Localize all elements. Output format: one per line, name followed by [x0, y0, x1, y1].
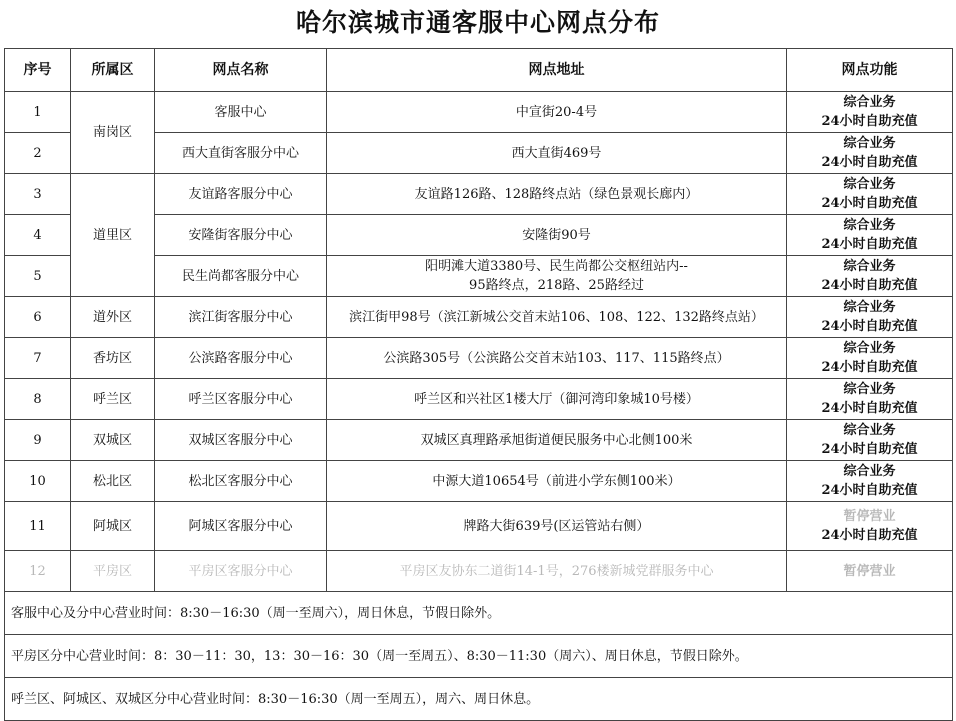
row-address: 滨江街甲98号（滨江新城公交首末站106、108、122、132路终点站）	[327, 297, 787, 338]
row-function	[787, 461, 953, 502]
function-line-1: 综合业务	[843, 341, 896, 356]
row-name: 松北区客服分中心	[155, 461, 327, 502]
row-name: 呼兰区客服分中心	[155, 379, 327, 420]
function-line-2: 24小时自助充值	[821, 360, 918, 375]
row-function	[787, 551, 953, 592]
row-address: 公滨路305号（公滨路公交首末站103、117、115路终点）	[327, 338, 787, 379]
row-name: 客服中心	[155, 92, 327, 133]
function-line-2: 24小时自助充值	[821, 114, 918, 129]
row-index: 4	[5, 215, 71, 256]
header-address: 网点地址	[327, 49, 787, 92]
function-line-1: 综合业务	[843, 259, 896, 274]
row-district: 双城区	[71, 420, 155, 461]
row-name: 公滨路客服分中心	[155, 338, 327, 379]
row-function	[787, 215, 953, 256]
function-line-2: 24小时自助充值	[821, 155, 918, 170]
row-index: 2	[5, 133, 71, 174]
row-index: 9	[5, 420, 71, 461]
row-index: 8	[5, 379, 71, 420]
header-function: 网点功能	[787, 49, 953, 92]
row-district: 平房区	[71, 551, 155, 592]
row-address: 牌路大街639号(区运管站右侧）	[327, 502, 787, 551]
service-points-table	[4, 48, 953, 721]
row-address: 西大直街469号	[327, 133, 787, 174]
row-name: 滨江街客服分中心	[155, 297, 327, 338]
row-address: 中源大道10654号（前进小学东侧100米）	[327, 461, 787, 502]
function-line-1: 综合业务	[843, 300, 896, 315]
row-function	[787, 338, 953, 379]
function-line-2: 24小时自助充值	[821, 319, 918, 334]
row-district: 阿城区	[71, 502, 155, 551]
header-district: 所属区	[71, 49, 155, 92]
table-row	[5, 461, 953, 502]
row-address: 平房区友协东二道街14-1号，276楼新城党群服务中心	[327, 551, 787, 592]
row-name: 西大直街客服分中心	[155, 133, 327, 174]
row-index: 5	[5, 256, 71, 297]
function-line-1: 综合业务	[843, 136, 896, 151]
row-address: 双城区真理路承旭街道便民服务中心北侧100米	[327, 420, 787, 461]
function-line-1: 暂停营业	[843, 563, 896, 579]
header-name: 网点名称	[155, 49, 327, 92]
table-row	[5, 174, 953, 215]
row-address: 中宣街20-4号	[327, 92, 787, 133]
function-line-1: 综合业务	[843, 464, 896, 479]
note-row	[5, 678, 953, 721]
function-line-1: 暂停营业	[843, 509, 896, 524]
row-function	[787, 92, 953, 133]
table-row	[5, 297, 953, 338]
function-line-2: 24小时自助充值	[821, 237, 918, 252]
row-district: 香坊区	[71, 338, 155, 379]
hours-note-general: 客服中心及分中心营业时间：8:30－16:30（周一至周六），周日休息，节假日除外。	[5, 592, 953, 635]
function-line-2: 24小时自助充值	[821, 401, 918, 416]
table-row	[5, 338, 953, 379]
function-line-2: 24小时自助充值	[821, 442, 918, 457]
function-line-2: 24小时自助充值	[821, 483, 918, 498]
function-line-2: 24小时自助充值	[821, 528, 918, 543]
row-name: 友谊路客服分中心	[155, 174, 327, 215]
row-address: 安隆街90号	[327, 215, 787, 256]
row-function	[787, 133, 953, 174]
row-index: 6	[5, 297, 71, 338]
row-name: 平房区客服分中心	[155, 551, 327, 592]
hours-note-hulan-acheng-shuangcheng: 呼兰区、阿城区、双城区分中心营业时间：8:30－16:30（周一至周五），周六、周日休息。	[5, 678, 953, 721]
function-line-1: 综合业务	[843, 95, 896, 110]
function-line-1: 综合业务	[843, 177, 896, 192]
row-address: 呼兰区和兴社区1楼大厅（御河湾印象城10号楼）	[327, 379, 787, 420]
row-district: 南岗区	[71, 92, 155, 174]
row-name: 阿城区客服分中心	[155, 502, 327, 551]
row-function	[787, 174, 953, 215]
function-line-1: 综合业务	[843, 218, 896, 233]
header-index: 序号	[5, 49, 71, 92]
table-row	[5, 92, 953, 133]
note-row	[5, 592, 953, 635]
function-line-1: 综合业务	[843, 423, 896, 438]
row-index: 11	[5, 502, 71, 551]
row-address: 友谊路126路、128路终点站（绿色景观长廊内）	[327, 174, 787, 215]
row-function	[787, 420, 953, 461]
row-district: 松北区	[71, 461, 155, 502]
row-index: 10	[5, 461, 71, 502]
table-row	[5, 502, 953, 551]
row-district: 呼兰区	[71, 379, 155, 420]
address-line-2: 95路终点，218路、25路经过	[469, 278, 644, 293]
page-title: 哈尔滨城市通客服中心网点分布	[295, 8, 660, 37]
function-line-1: 综合业务	[843, 382, 896, 397]
row-index: 7	[5, 338, 71, 379]
hours-note-pingfang: 平房区分中心营业时间：8：30－11：30，13：30－16：30（周一至周五）、8:30－11:30（周六）、周日休息，节假日除外。	[5, 635, 953, 678]
row-name: 双城区客服分中心	[155, 420, 327, 461]
row-district: 道外区	[71, 297, 155, 338]
row-address	[327, 256, 787, 297]
table-header-row	[5, 49, 953, 92]
row-index: 1	[5, 92, 71, 133]
row-name: 民生尚都客服分中心	[155, 256, 327, 297]
function-line-2: 24小时自助充值	[821, 278, 918, 293]
table-row	[5, 420, 953, 461]
table-row	[5, 379, 953, 420]
table-row	[5, 551, 953, 592]
row-function	[787, 297, 953, 338]
row-function	[787, 256, 953, 297]
row-name: 安隆街客服分中心	[155, 215, 327, 256]
row-district: 道里区	[71, 174, 155, 297]
address-line-1: 阳明滩大道3380号、民生尚都公交枢纽站内--	[425, 259, 688, 274]
row-function	[787, 379, 953, 420]
row-index: 12	[5, 551, 71, 592]
row-function	[787, 502, 953, 551]
note-row	[5, 635, 953, 678]
row-index: 3	[5, 174, 71, 215]
function-line-2: 24小时自助充值	[821, 196, 918, 211]
